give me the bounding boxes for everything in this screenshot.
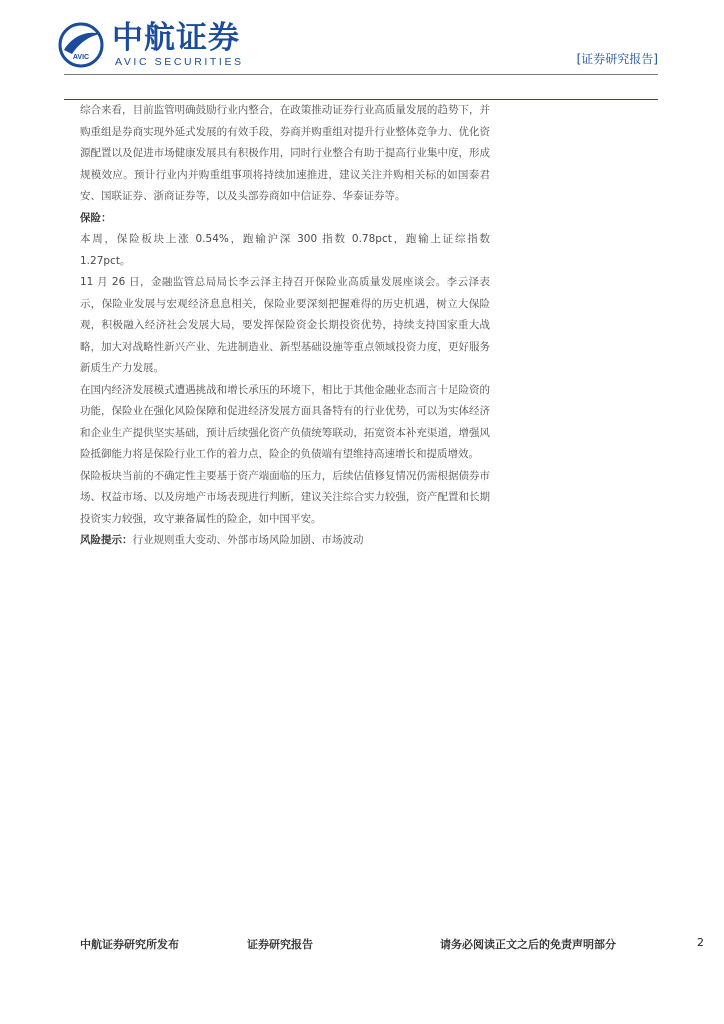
logo-chinese-name: 中航证券 (112, 20, 240, 56)
footer-publisher: 中航证券研究所发布 (80, 938, 179, 951)
insurance-section-heading: 保险： (80, 211, 112, 224)
avic-emblem-icon (58, 22, 104, 68)
risk-warning (80, 530, 490, 552)
page-header (0, 0, 724, 100)
report-type-tag: [证券研究报告] (576, 52, 658, 66)
insurance-weekly-performance: 本周，保险板块上涨 0.54%，跑输沪深 300 指数 0.78pct，跑输上证综指数 1.27pct。 (80, 233, 490, 267)
insurance-recommendation-paragraph: 保险板块当前的不确定性主要基于资产端面临的压力，后续估值修复情况仍需根据债券市场、权益市场、以及房地产市场表现进行判断，建议关注综合实力较强，资产配置和长期投资实力较强，攻守兼备属性的险企，如中国平安。 (80, 469, 490, 525)
header-divider (64, 74, 658, 75)
page-footer (0, 936, 724, 960)
risk-warning-text: 行业规则重大变动、外部市场风险加剧、市场波动 (132, 534, 364, 546)
insurance-forum-paragraph: 11 月 26 日，金融监管总局局长李云泽主持召开保险业高质量发展座谈会。李云泽表示，保险业发展与宏观经济息息相关，保险业要深刻把握难得的历史机遇，树立大保险观，积极融入经济社会发展大局，要发挥保险资金长期投资优势，持续支持国家重大战略，加大对战略性新兴产业、先进制造业、新型基础设施等重点领域投资力度，更好服务新质生产力发展。 (80, 276, 490, 374)
footer-report-type: 证券研究报告 (247, 938, 313, 951)
footer-disclaimer: 请务必阅读正文之后的免责声明部分 (440, 938, 616, 951)
insurance-outlook-paragraph: 在国内经济发展模式遭遇挑战和增长承压的环境下，相比于其他金融业态而言十足险资的功能，保险业在强化风险保障和促进经济发展方面具备特有的行业优势，可以为实体经济和企业生产提供坚实基础，预计后续强化资产负债统筹联动，拓宽资本补充渠道，增强风险抵御能力将是保险行业工作的着力点，险企的负债端有望维持高速增长和提质增效。 (80, 383, 490, 460)
logo-english-name: AVIC SECURITIES (115, 56, 244, 68)
avic-emblem-text: AVIC (72, 54, 90, 61)
report-body (80, 100, 490, 552)
risk-warning-label: 风险提示： (80, 534, 133, 546)
page-number: 2 (697, 936, 704, 949)
consolidation-summary-paragraph: 综合来看，目前监管明确鼓励行业内整合，在政策推动证券行业高质量发展的趋势下，并购重组是券商实现外延式发展的有效手段，券商并购重组对提升行业整体竞争力、优化资源配置以及促进市场健康发展具有积极作用，同时行业整合有助于提高行业集中度，形成规模效应。预计行业内并购重组事项将持续加速推进，建议关注并购相关标的如国泰君安、国联证券、浙商证券等，以及头部券商如中信证券、华泰证券等。 (80, 104, 490, 202)
avic-securities-logo (58, 20, 258, 72)
